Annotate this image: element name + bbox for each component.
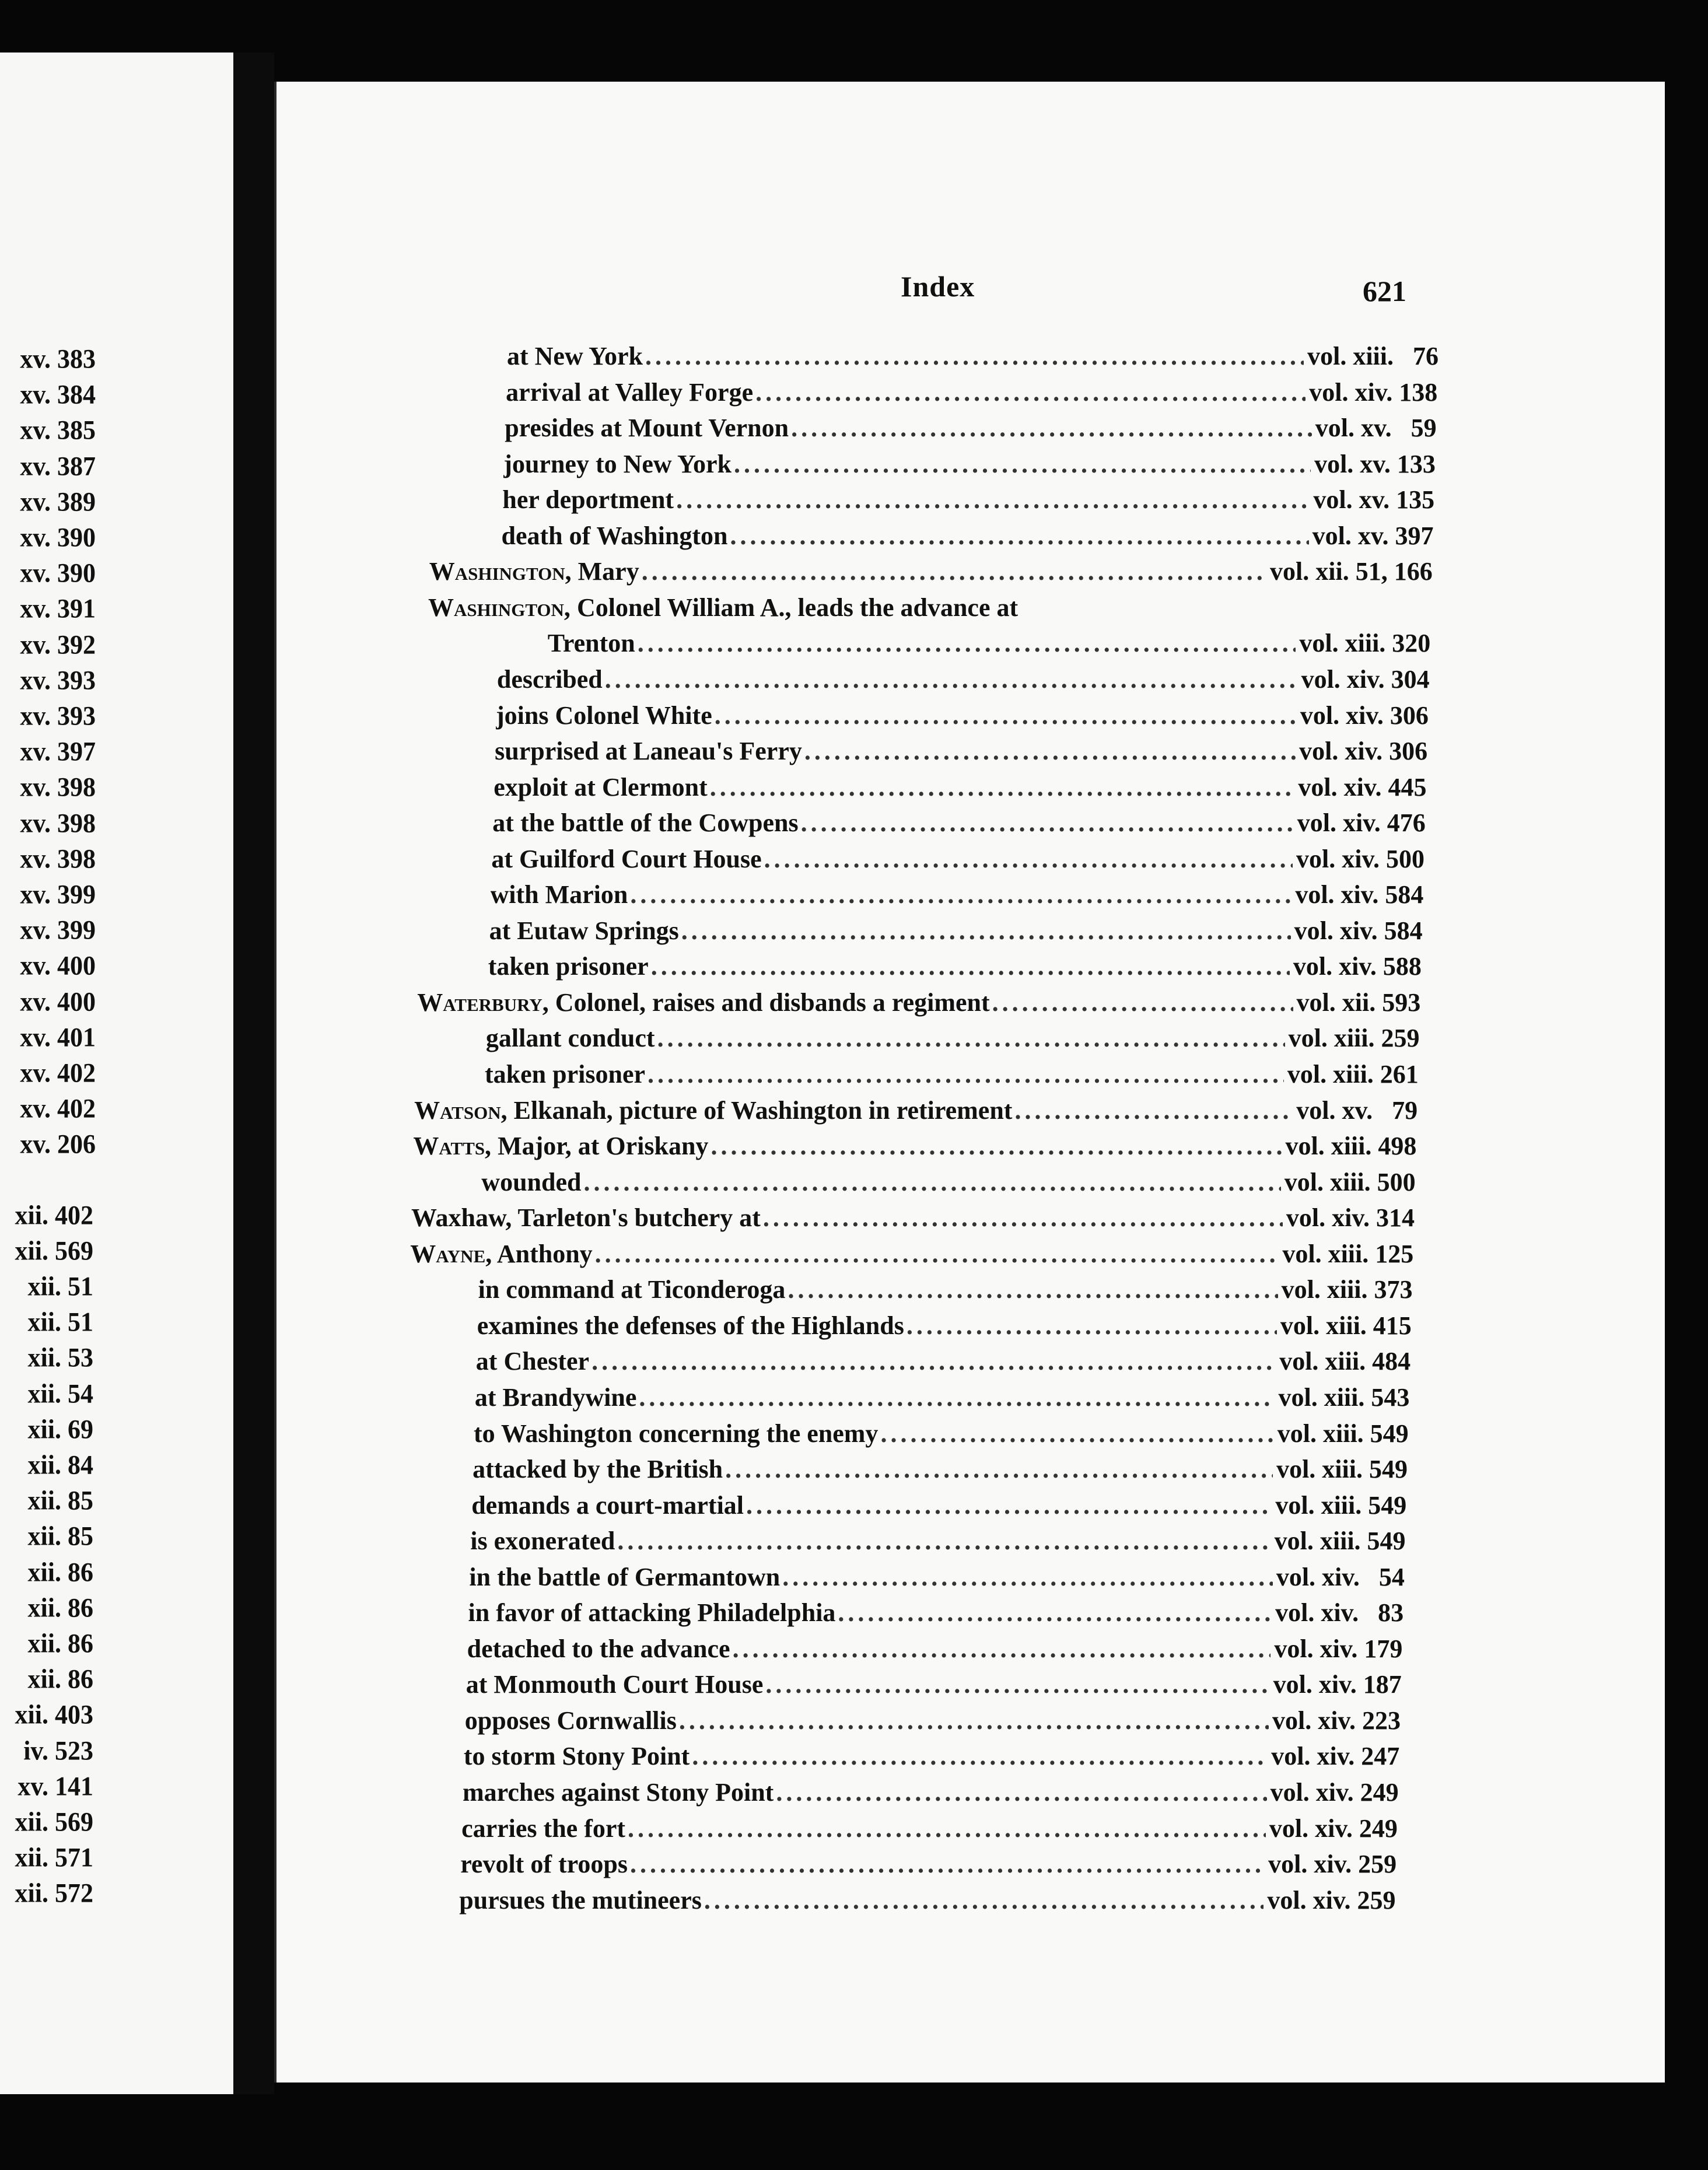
dot-leader — [704, 1885, 1264, 1915]
left-page-ref: xv. 141 — [18, 1771, 93, 1802]
entry-heading-name: Waterbury, — [417, 988, 549, 1017]
volume-page-ref: vol. xiv. 247 — [1271, 1742, 1400, 1771]
left-page-ref: xii. 69 — [27, 1414, 93, 1445]
dot-leader — [730, 521, 1308, 551]
dot-leader — [583, 1167, 1280, 1197]
index-entry-sub — [506, 377, 1437, 411]
dot-leader — [776, 1777, 1266, 1807]
dot-leader — [628, 1814, 1266, 1843]
entry-description: Colonel, raises and disbands a regiment — [548, 988, 990, 1017]
left-page-ref: xv. 398 — [20, 808, 96, 838]
index-entry-sub — [492, 808, 1425, 842]
volume-page-ref: vol. xiii. 498 — [1285, 1132, 1417, 1161]
dot-leader — [651, 951, 1290, 981]
volume-page-ref: vol. xiv. 584 — [1294, 916, 1423, 945]
entry-description: Mary — [571, 557, 639, 586]
entry-description: detached to the advance — [467, 1634, 730, 1663]
entry-text — [491, 844, 764, 874]
dot-leader — [791, 413, 1312, 443]
left-page-ref: xii. 403 — [15, 1700, 93, 1730]
running-head: Index — [901, 270, 975, 303]
entry-text — [475, 1382, 639, 1412]
entry-description: gallant conduct — [485, 1024, 655, 1053]
dot-leader — [801, 808, 1294, 838]
volume-page-ref: vol. xv. 59 — [1315, 414, 1437, 443]
entry-heading-name: Wayne, — [410, 1239, 492, 1268]
entry-text — [489, 916, 681, 946]
left-page-ref: xii. 85 — [27, 1485, 93, 1516]
entry-text — [507, 341, 645, 371]
index-entry-sub — [476, 1346, 1410, 1380]
entry-description: Waxhaw, Tarleton's butchery at — [411, 1203, 761, 1233]
index-entry-sub — [465, 1706, 1401, 1740]
volume-page-ref: vol. xiii. 549 — [1274, 1527, 1406, 1556]
left-page-ref: xv. 401 — [20, 1022, 96, 1053]
volume-page-ref: vol. xiv. 588 — [1293, 952, 1422, 981]
dot-leader — [617, 1526, 1270, 1556]
left-page-ref: xv. 402 — [20, 1058, 96, 1088]
entry-description: joins Colonel White — [496, 701, 712, 730]
entry-text — [485, 1059, 648, 1089]
left-page-ref: xv. 384 — [20, 379, 96, 410]
entry-text — [488, 951, 651, 981]
index-entry-sub — [486, 1023, 1420, 1057]
entry-text — [503, 449, 734, 479]
entry-text — [494, 772, 710, 802]
dot-leader — [733, 1634, 1271, 1664]
index-page — [274, 82, 1665, 2082]
left-page-ref: xii. 569 — [15, 1236, 93, 1266]
entry-text — [413, 1131, 710, 1161]
entry-description: to Washington concerning the enemy — [474, 1419, 878, 1448]
index-entry-sub — [496, 701, 1429, 734]
index-entry-sub — [475, 1382, 1410, 1416]
entry-text — [473, 1454, 725, 1484]
dot-leader — [788, 1275, 1278, 1304]
volume-page-ref: vol. xiv. 476 — [1297, 808, 1426, 838]
dot-leader — [676, 485, 1310, 514]
left-page-ref: xv. 387 — [20, 451, 96, 481]
entry-description: presides at Mount Vernon — [505, 414, 789, 443]
entry-description: at New York — [507, 342, 643, 370]
index-entry-sub — [548, 628, 1431, 662]
entry-text — [468, 1598, 838, 1628]
entry-heading-name: Watts, — [413, 1132, 492, 1161]
left-page-ref: xv. 399 — [20, 879, 96, 910]
entry-text — [461, 1814, 628, 1843]
dot-leader — [880, 1419, 1273, 1448]
entry-text — [463, 1777, 776, 1807]
left-page-ref: xii. 84 — [27, 1450, 93, 1480]
volume-page-ref: vol. xiv. 306 — [1300, 701, 1429, 730]
index-entry-sub — [507, 341, 1438, 375]
entry-description: in favor of attacking Philadelphia — [468, 1598, 836, 1628]
entry-description: to storm Stony Point — [463, 1742, 690, 1771]
left-page-ref: xii. 54 — [27, 1378, 93, 1409]
dot-leader — [630, 880, 1292, 909]
left-page-ref: xv. 383 — [20, 344, 96, 374]
dot-leader — [645, 341, 1304, 371]
left-page-ref: xii. 402 — [15, 1200, 93, 1230]
entry-text — [474, 1419, 880, 1448]
volume-page-ref: vol. xiii. 320 — [1299, 629, 1431, 658]
entry-description: surprised at Laneau's Ferry — [495, 737, 802, 766]
entry-description: is exonerated — [470, 1527, 615, 1556]
index-entry-sub — [491, 844, 1424, 878]
volume-page-ref: vol. xiii. 543 — [1278, 1382, 1410, 1412]
volume-page-ref: vol. xiv. 187 — [1273, 1670, 1402, 1699]
entry-text — [411, 1203, 763, 1233]
entry-description: opposes Cornwallis — [464, 1706, 677, 1735]
left-page-ref: xv. 400 — [20, 951, 96, 981]
left-page-ref: xv. 390 — [20, 522, 96, 553]
volume-page-ref: vol. xiii. 549 — [1275, 1490, 1407, 1520]
index-entry-sub — [473, 1454, 1408, 1488]
dot-leader — [734, 449, 1311, 479]
entry-text — [481, 1167, 583, 1197]
entry-text — [478, 1275, 788, 1304]
dot-leader — [765, 1670, 1269, 1699]
left-page-ref: xii. 569 — [15, 1807, 93, 1838]
volume-page-ref: vol. xiv. 306 — [1299, 737, 1428, 766]
entry-text — [471, 1490, 746, 1520]
dot-leader — [907, 1311, 1277, 1340]
left-page-ref: xv. 389 — [20, 487, 96, 517]
left-page-ref: xv. 398 — [20, 844, 96, 874]
volume-page-ref: vol. xv. 79 — [1296, 1096, 1418, 1125]
volume-page-ref: vol. xii. 51, 166 — [1270, 557, 1433, 586]
dot-leader — [592, 1346, 1276, 1376]
dot-leader — [715, 701, 1297, 730]
entry-description: marches against Stony Point — [463, 1778, 774, 1807]
volume-page-ref: vol. xiv. 314 — [1286, 1203, 1415, 1233]
index-entry-main — [417, 988, 1420, 1021]
entry-description: taken prisoner — [485, 1060, 645, 1088]
entry-description: at Monmouth Court House — [466, 1670, 764, 1699]
left-page-ref: xv. 400 — [20, 986, 96, 1017]
entry-description: carries the fort — [461, 1814, 626, 1843]
volume-page-ref: vol. xiv. 304 — [1301, 664, 1430, 694]
left-page-ref: xv. 391 — [20, 594, 96, 624]
entry-text — [469, 1562, 782, 1592]
volume-page-ref: vol. xiv. 249 — [1270, 1778, 1399, 1807]
index-entry-sub — [495, 736, 1427, 770]
index-entry-sub — [489, 916, 1423, 950]
entry-text — [506, 377, 755, 407]
entry-description: pursues the mutineers — [459, 1885, 702, 1915]
index-entry-sub — [485, 1059, 1419, 1093]
entry-description: described — [496, 664, 603, 694]
entry-text — [476, 1346, 592, 1376]
left-page-ref: xii. 86 — [27, 1664, 93, 1695]
dot-leader — [782, 1562, 1273, 1592]
index-entry-main — [429, 556, 1433, 590]
volume-page-ref: vol. xv. 135 — [1313, 485, 1435, 514]
entry-text — [464, 1741, 692, 1771]
entry-description: Elkanah, picture of Washington in retirement — [507, 1096, 1013, 1125]
index-entry-main — [428, 593, 1432, 626]
entry-description: at Chester — [475, 1347, 590, 1376]
index-entry-main — [413, 1131, 1416, 1165]
volume-page-ref: vol. xiv. 259 — [1267, 1885, 1396, 1915]
volume-page-ref: vol. xiv. 223 — [1272, 1706, 1401, 1735]
entry-description: attacked by the British — [473, 1455, 723, 1484]
entry-heading-name: Watson, — [414, 1096, 508, 1125]
entry-text — [491, 880, 631, 909]
volume-page-ref: vol. xii. 593 — [1296, 988, 1421, 1017]
left-page-ref: xv. 392 — [20, 629, 96, 660]
entry-text — [496, 701, 715, 730]
volume-page-ref: vol. xiii. 549 — [1277, 1419, 1409, 1448]
entry-heading-name: Washington, — [429, 557, 572, 586]
left-page-ref: xv. 206 — [20, 1129, 96, 1160]
volume-page-ref: vol. xiii. 125 — [1282, 1239, 1414, 1268]
entry-description: at the battle of the Cowpens — [492, 808, 799, 838]
dot-leader — [764, 844, 1293, 874]
index-entry-sub — [488, 951, 1422, 985]
index-entry-sub — [459, 1885, 1395, 1919]
entry-description: Major, at Oriskany — [491, 1132, 709, 1161]
entry-text — [548, 628, 638, 658]
dot-leader — [710, 772, 1295, 802]
volume-page-ref: vol. xiii. 484 — [1279, 1347, 1411, 1376]
dot-leader — [804, 736, 1296, 766]
entry-description: in command at Ticonderoga — [478, 1275, 786, 1304]
entry-description: Trenton — [547, 629, 635, 658]
left-page-ref: xv. 397 — [20, 736, 96, 767]
dot-leader — [763, 1203, 1283, 1233]
entry-text — [417, 988, 992, 1017]
left-page-ref: xii. 85 — [27, 1521, 93, 1552]
volume-page-ref: vol. xiii. 259 — [1288, 1024, 1420, 1053]
dot-leader — [638, 628, 1296, 658]
entry-description: wounded — [481, 1167, 582, 1196]
dot-leader — [725, 1454, 1273, 1484]
entry-text — [492, 808, 800, 838]
index-entry-sub — [502, 485, 1434, 519]
page-number: 621 — [1363, 275, 1406, 307]
dot-leader — [639, 1382, 1275, 1412]
entry-text — [497, 664, 605, 694]
index-entry-sub — [411, 1203, 1415, 1237]
volume-page-ref: vol. xiii. 261 — [1287, 1060, 1419, 1088]
entry-description: at Eutaw Springs — [489, 916, 679, 945]
entry-description: exploit at Clermont — [494, 772, 708, 802]
entry-text — [495, 736, 804, 766]
entry-text — [466, 1670, 766, 1699]
volume-page-ref: vol. xiv. 445 — [1298, 772, 1427, 802]
dot-leader — [679, 1706, 1269, 1735]
entry-description: her deportment — [502, 485, 674, 514]
volume-page-ref: vol. xiv. 54 — [1276, 1562, 1405, 1591]
entry-text — [502, 521, 730, 551]
entry-text — [428, 593, 1020, 622]
volume-page-ref: vol. xiii. 415 — [1280, 1311, 1412, 1340]
dot-leader — [595, 1239, 1279, 1269]
index-entry-sub — [478, 1275, 1413, 1308]
volume-page-ref: vol. xv. 397 — [1312, 521, 1434, 550]
entry-description: at Guilford Court House — [491, 844, 762, 873]
left-page-ref: xii. 572 — [15, 1878, 93, 1909]
index-entry-sub — [466, 1670, 1402, 1703]
left-page-ref: xv. 399 — [20, 915, 96, 946]
entry-heading-name: Washington, — [428, 593, 570, 622]
left-page-ref: xii. 571 — [15, 1842, 93, 1873]
entry-text — [505, 413, 791, 443]
volume-page-ref: vol. xiii. 549 — [1276, 1455, 1408, 1484]
index-entries — [276, 82, 1665, 2082]
index-entry-main — [414, 1096, 1418, 1129]
entry-description: examines the defenses of the Highlands — [477, 1311, 904, 1340]
entry-description: revolt of troops — [460, 1850, 628, 1879]
index-entry-sub — [470, 1526, 1405, 1560]
entry-text — [414, 1096, 1014, 1125]
entry-text — [470, 1526, 617, 1556]
dot-leader — [692, 1741, 1268, 1771]
index-entry-sub — [460, 1849, 1396, 1883]
index-entry-sub — [503, 449, 1436, 483]
dot-leader — [755, 377, 1306, 407]
book-gutter — [233, 52, 274, 2094]
left-page-ref: xii. 86 — [27, 1628, 93, 1659]
index-entry-sub — [467, 1634, 1403, 1668]
index-entry-sub — [461, 1814, 1398, 1847]
index-entry-main — [410, 1239, 1413, 1273]
volume-page-ref: vol. xiv. 584 — [1295, 880, 1424, 909]
dot-leader — [992, 988, 1293, 1017]
entry-text — [410, 1239, 594, 1269]
entry-text — [459, 1885, 704, 1915]
left-page-ref: xv. 385 — [20, 415, 96, 446]
left-page-ref: xii. 53 — [27, 1343, 93, 1373]
left-page-ref: xii. 51 — [27, 1307, 93, 1338]
index-entry-sub — [491, 880, 1424, 914]
left-page-ref: iv. 523 — [23, 1735, 93, 1766]
entry-description: at Brandywine — [474, 1382, 637, 1412]
index-entry-sub — [494, 772, 1426, 806]
volume-page-ref: vol. xiv. 249 — [1269, 1814, 1398, 1843]
entry-text — [465, 1706, 679, 1735]
left-page-ref: xii. 51 — [27, 1271, 93, 1302]
entry-text — [460, 1849, 630, 1879]
entry-description: journey to New York — [503, 449, 732, 478]
dot-leader — [838, 1598, 1272, 1628]
dot-leader — [657, 1023, 1285, 1053]
index-entry-sub — [464, 1741, 1399, 1775]
entry-description: Colonel William A., leads the advance at — [570, 593, 1019, 622]
left-page-ref: xv. 393 — [20, 665, 96, 696]
left-page-fragment — [0, 52, 233, 2094]
left-page-ref: xii. 86 — [27, 1557, 93, 1587]
entry-description: arrival at Valley Forge — [506, 377, 754, 407]
volume-page-ref: vol. xiv. 83 — [1275, 1598, 1404, 1628]
entry-description: Anthony — [492, 1239, 593, 1268]
dot-leader — [648, 1059, 1284, 1089]
entry-text — [467, 1634, 733, 1664]
volume-page-ref: vol. xiii. 373 — [1281, 1275, 1413, 1304]
index-entry-sub — [505, 413, 1436, 447]
volume-page-ref: vol. xv. 133 — [1314, 449, 1436, 478]
index-entry-sub — [469, 1562, 1404, 1596]
volume-page-ref: vol. xiv. 259 — [1268, 1850, 1397, 1879]
left-page-ref: xv. 390 — [20, 558, 96, 589]
entry-text — [502, 485, 676, 514]
left-page-ref: xii. 86 — [27, 1592, 93, 1623]
index-entry-sub — [471, 1490, 1406, 1524]
entry-description: taken prisoner — [488, 952, 649, 981]
index-entry-sub — [481, 1167, 1415, 1201]
dot-leader — [746, 1490, 1272, 1520]
entry-description: demands a court-martial — [471, 1490, 744, 1520]
entry-text — [429, 556, 642, 586]
index-entry-sub — [497, 664, 1430, 698]
volume-page-ref: vol. xiv. 138 — [1309, 377, 1438, 407]
entry-text — [477, 1311, 907, 1340]
dot-leader — [642, 556, 1266, 586]
left-page-ref: xv. 393 — [20, 701, 96, 732]
index-entry-sub — [474, 1419, 1409, 1452]
volume-page-ref: vol. xiii. 76 — [1307, 342, 1438, 370]
dot-leader — [710, 1131, 1282, 1161]
entry-text — [486, 1023, 657, 1053]
volume-page-ref: vol. xiv. 179 — [1274, 1634, 1403, 1663]
volume-page-ref: vol. xiv. 500 — [1296, 844, 1425, 873]
index-entry-sub — [463, 1777, 1399, 1811]
index-entry-sub — [477, 1311, 1412, 1345]
dot-leader — [630, 1849, 1265, 1879]
index-entry-sub — [468, 1598, 1404, 1632]
left-page-ref: xv. 398 — [20, 772, 96, 803]
entry-description: in the battle of Germantown — [469, 1562, 780, 1591]
index-entry-sub — [502, 521, 1434, 555]
entry-description: with Marion — [490, 880, 628, 909]
entry-description: death of Washington — [501, 521, 728, 550]
dot-leader — [681, 916, 1291, 946]
dot-leader — [1014, 1096, 1293, 1125]
left-page-ref: xv. 402 — [20, 1093, 96, 1124]
dot-leader — [605, 664, 1298, 694]
volume-page-ref: vol. xiii. 500 — [1284, 1167, 1416, 1196]
